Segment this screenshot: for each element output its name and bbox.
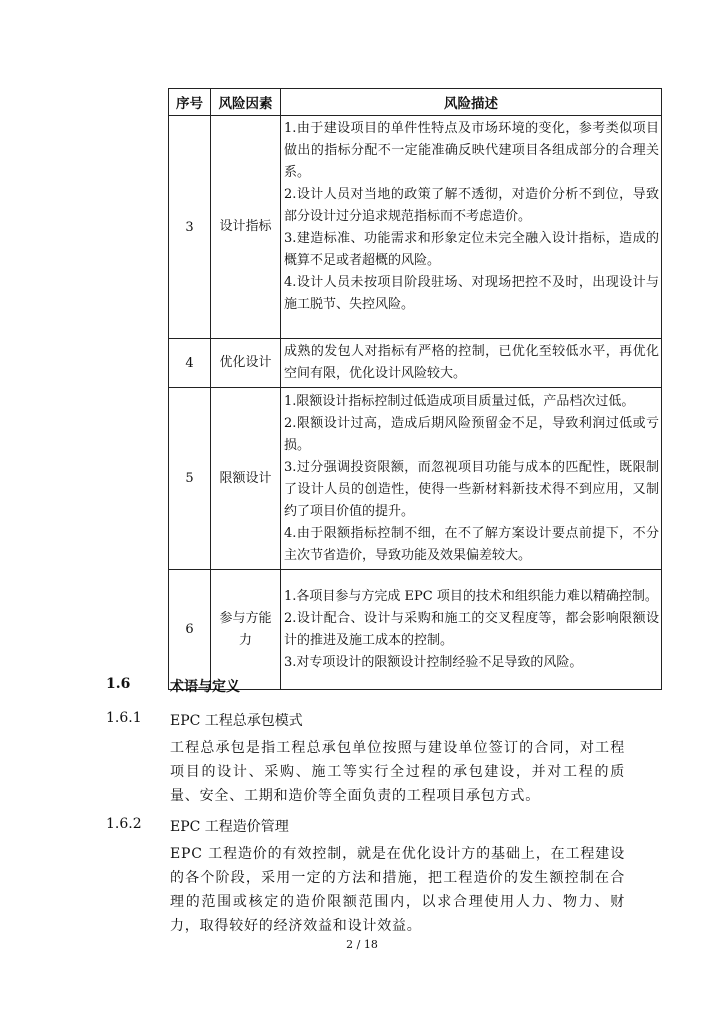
row-number: 6	[169, 570, 211, 690]
table-row	[169, 116, 662, 339]
header-no: 序号	[169, 89, 211, 116]
risk-factor: 设计指标	[211, 116, 281, 339]
risk-description	[281, 339, 662, 388]
description-item: 3.对专项设计的限额设计控制经验不足导致的风险。	[284, 654, 583, 670]
risk-table	[168, 88, 662, 690]
risk-description	[281, 570, 662, 690]
page-number: 2 / 18	[346, 938, 378, 951]
subsection-title: EPC 工程造价管理	[170, 819, 289, 835]
table-row	[169, 570, 662, 690]
risk-factor: 限额设计	[211, 388, 281, 570]
section-title: 术语与定义	[170, 679, 240, 695]
subsection-number: 1.6.2	[106, 816, 142, 832]
description-item: 1.由于建设项目的单件性特点及市场环境的变化，参考类似项目做出的指标分配不一定能准确反映代建项目各组成部分的合理关系。	[284, 121, 659, 180]
table-row	[169, 388, 662, 570]
description-item: 1.各项目参与方完成 EPC 项目的技术和组织能力难以精确控制。	[284, 588, 658, 604]
row-number: 4	[169, 339, 211, 388]
subsection-number: 1.6.1	[106, 710, 142, 726]
description-item: 4.由于限额指标控制不细，在不了解方案设计要点前提下，不分主次节省造价，导致功能及效果偏差较大。	[284, 525, 659, 563]
risk-description	[281, 116, 662, 339]
section-number: 1.6	[106, 676, 131, 692]
header-desc: 风险描述	[281, 89, 662, 116]
risk-factor: 参与方能力	[211, 570, 281, 690]
risk-description	[281, 388, 662, 570]
description-item: 2.限额设计过高，造成后期风险预留金不足，导致利润过低或亏损。	[284, 415, 659, 453]
subsection-paragraph: EPC 工程造价的有效控制，就是在优化设计方的基础上，在工程建设的各个阶段，采用一定的方法和措施，把工程造价的发生额控制在合理的范围或核定的造价限额范围内，以求合理使用人力、物力、财力，取得较好的经济效益和设计效益。	[170, 846, 625, 934]
subsection-title: EPC 工程总承包模式	[170, 713, 303, 729]
description-item: 1.限额设计指标控制过低造成项目质量过低，产品档次过低。	[284, 393, 635, 409]
description-item: 3.过分强调投资限额，而忽视项目功能与成本的匹配性，既限制了设计人员的创造性，使得一些新材料新技术得不到应用，又制约了项目价值的提升。	[284, 459, 659, 519]
description-item: 成熟的发包人对指标有严格的控制，已优化至较低水平，再优化空间有限，优化设计风险较大。	[284, 344, 659, 381]
description-item: 2.设计人员对当地的政策了解不透彻，对造价分析不到位，导致部分设计过分追求规范指标而不考虑造价。	[284, 187, 659, 224]
table-row	[169, 339, 662, 388]
description-item: 3.建造标准、功能需求和形象定位未完全融入设计指标，造成的概算不足或者超概的风险。	[284, 231, 659, 268]
risk-factor: 优化设计	[211, 339, 281, 388]
row-number: 5	[169, 388, 211, 570]
subsection-paragraph: 工程总承包是指工程总承包单位按照与建设单位签订的合同，对工程项目的设计、采购、施工等实行全过程的承包建设，并对工程的质量、安全、工期和造价等全面负责的工程项目承包方式。	[170, 740, 625, 804]
table-header-row	[169, 89, 662, 116]
header-factor: 风险因素	[211, 89, 281, 116]
description-item: 4.设计人员未按项目阶段驻场、对现场把控不及时，出现设计与施工脱节、失控风险。	[284, 275, 659, 312]
row-number: 3	[169, 116, 211, 339]
description-item: 2.设计配合、设计与采购和施工的交叉程度等，都会影响限额设计的推进及施工成本的控制。	[284, 610, 659, 648]
